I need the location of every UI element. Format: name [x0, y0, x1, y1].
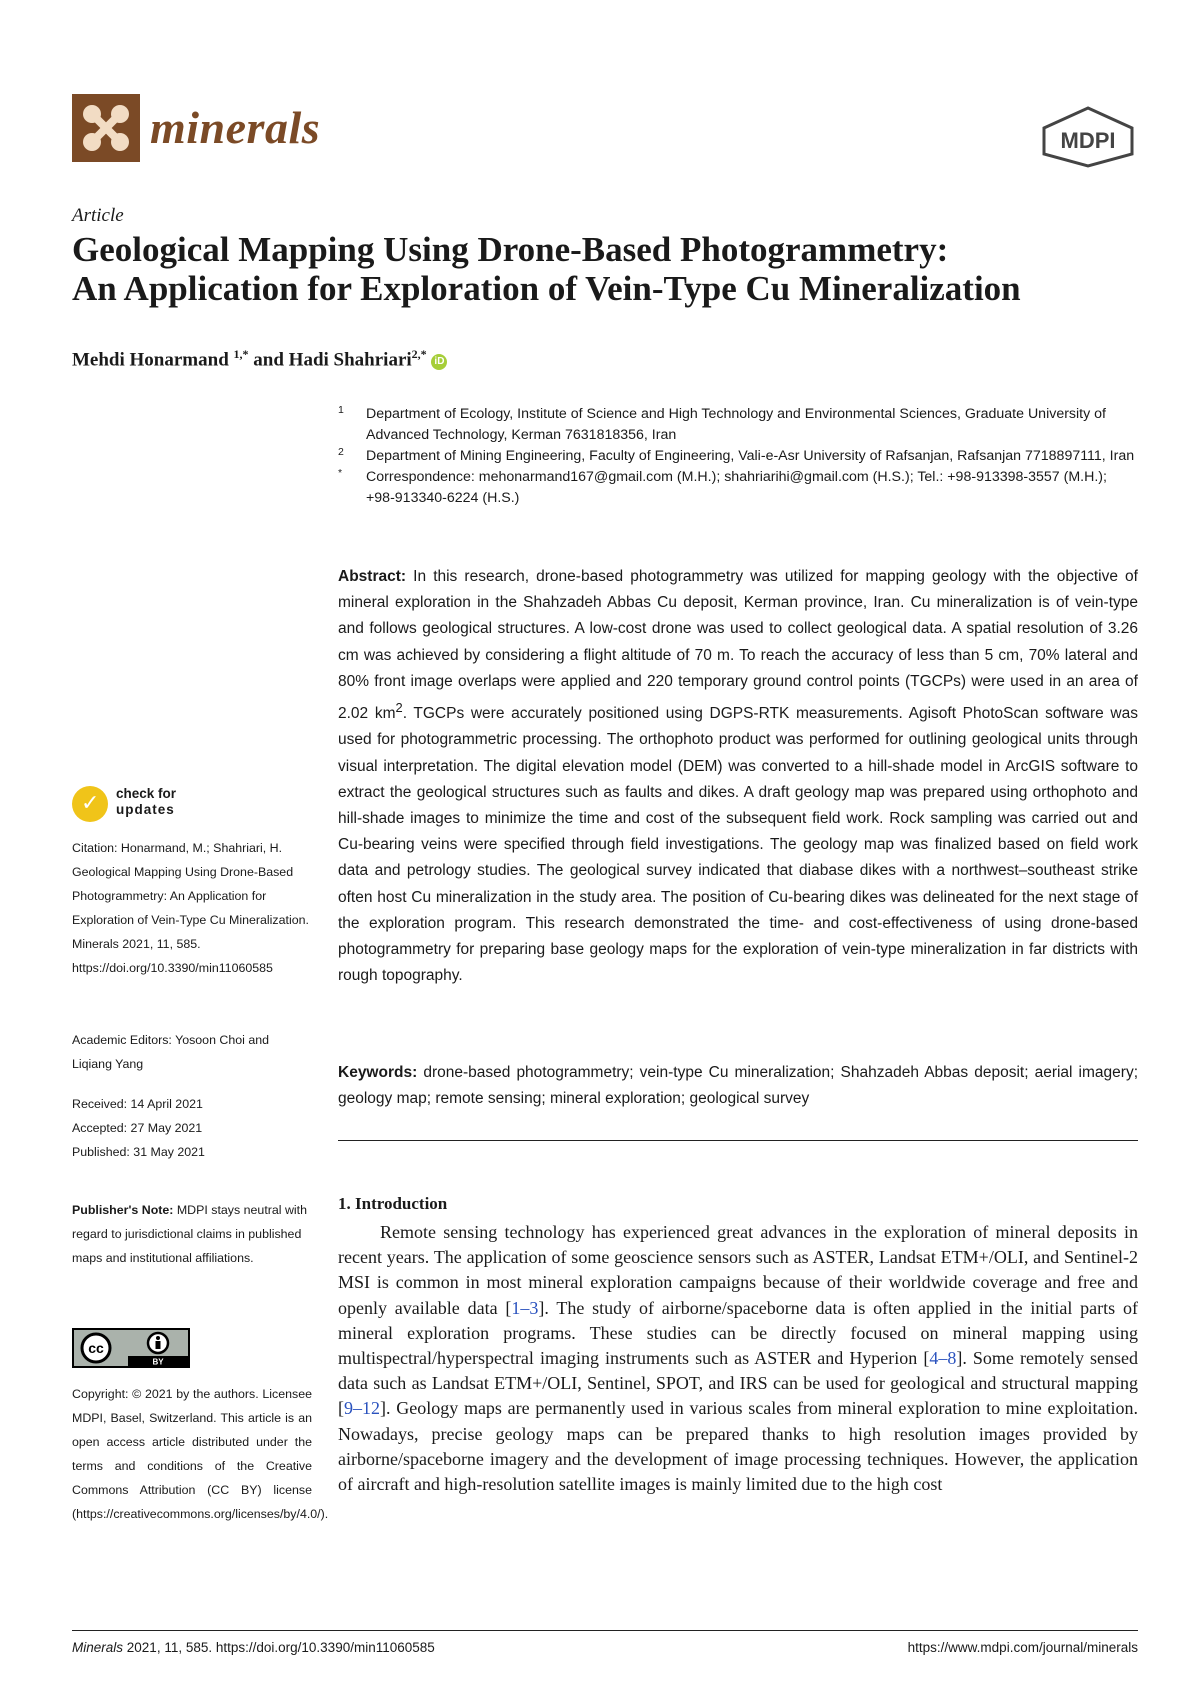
intro-text: ]. Some remotely sensed data such as Landsat ETM+/OLI, Sentinel, SPOT, and IRS can be used for geological and structural mapping [ — [338, 1348, 1138, 1419]
section-divider — [338, 1140, 1138, 1141]
abstract-label: Abstract: — [338, 568, 407, 585]
journal-logo-icon — [72, 94, 140, 162]
correspondence-item — [338, 467, 1138, 509]
affiliation-text: Department of Ecology, Institute of Science and High Technology and Environmental Sciences, Graduate University of Advanced Technology, Kerman 7631818356, Iran — [366, 406, 1106, 443]
check-updates-label: updates — [116, 802, 175, 817]
abstract-text-continued: . TGCPs were accurately positioned using DGPS-RTK measurements. Agisoft PhotoScan software was used for photogrammetric processing. The orthophoto product was performed for outlining geological units through visual interpretation. The digital elevation model (DEM) was converted to a hill-shade model in ArcGIS software to extract the geological structures such as faults and dikes. A draft geology map was prepared using orthophoto and hill-shade images to minimize the time and cost of the subsequent field work. Rock sampling was carried out and Cu-bearing veins were specified through field investigations. The geology map was finalized based on field work data and petrology studies. The geological survey indicated that diabase dikes with a northwest–southeast strike often host Cu mineralization in the study area. The position of Cu-bearing dikes was delineated for the next stage of the exploration program. This research demonstrated the time- and cost-effectiveness of using drone-based photogrammetry for preparing base geology maps for the exploration of vein-type mineralization in far districts with rough topography. — [338, 705, 1138, 985]
abstract — [338, 564, 1138, 989]
article-title — [72, 230, 1152, 308]
citation-block: Citation: Honarmand, M.; Shahriari, H. Geological Mapping Using Drone-Based Photogrammetry: An Application for Exploration of Vein-Type Cu Mineralization. Minerals 2021, 11, 585. https://doi.org/10.3390/min11060585 — [72, 841, 309, 975]
abstract-text: In this research, drone-based photogrammetry was utilized for mapping geology with the objective of mineral exploration in the Shahzadeh Abbas Cu deposit, Kerman province, Iran. Cu mineralization is of vein-type and follows geological structures. A low-cost drone was used to collect geological data. A spatial resolution of 3.26 cm was achieved by considering a flight altitude of 70 m. To reach the accuracy of less than 5 cm, 70% lateral and 80% front image overlaps were applied and 220 temporary ground control points (TGCPs) were used in an area of 2.02 km — [338, 568, 1138, 723]
intro-text: ]. Geology maps are permanently used in various scales from mineral exploration to mine exploitation. Nowadays, precise geology maps can be prepared thanks to high resolution images provided by airborne/spaceborne imagery and the development of image processing techniques. However, the application of aircraft and high-resolution satellite images is mainly limited due to the high cost — [338, 1398, 1138, 1495]
publisher-note — [72, 1198, 312, 1270]
reference-link[interactable]: 4–8 — [929, 1348, 957, 1369]
academic-editors: Academic Editors: Yosoon Choi and Liqiang Yang — [72, 1033, 269, 1071]
author-separator: and — [253, 349, 284, 371]
affiliation-mark: 1 — [338, 404, 344, 416]
section-heading: 1. Introduction — [338, 1194, 448, 1213]
accepted-date: Accepted: 27 May 2021 — [72, 1121, 203, 1135]
check-updates-icon: ✓ — [72, 786, 108, 822]
footer-divider — [72, 1630, 1138, 1631]
keywords — [338, 1060, 1138, 1112]
check-updates-label: check for — [116, 786, 177, 801]
reference-link[interactable]: 1–3 — [511, 1297, 539, 1318]
by-label: BY — [152, 1357, 164, 1366]
publisher-note-text: MDPI stays neutral with regard to jurisdictional claims in published maps and institutional affiliations. — [72, 1203, 308, 1265]
author-name[interactable]: Mehdi Honarmand — [72, 349, 229, 371]
abstract-superscript: 2 — [395, 700, 403, 716]
keywords-text: drone-based photogrammetry; vein-type Cu mineralization; Shahzadeh Abbas deposit; aerial imagery; geology map; remote sensing; mineral exploration; geological survey — [338, 1064, 1138, 1108]
title-line-1: Geological Mapping Using Drone-Based Photogrammetry: — [72, 230, 949, 269]
affiliation-item — [338, 404, 1138, 446]
affiliation-mark: 2 — [338, 446, 344, 458]
publisher-name: MDPI — [1060, 128, 1116, 153]
affiliation-item — [338, 446, 1138, 467]
journal-name: minerals — [150, 102, 321, 153]
affiliations — [338, 404, 1138, 509]
copyright-notice: Copyright: © 2021 by the authors. Licensee MDPI, Basel, Switzerland. This article is an open access article distributed under the terms and conditions of the Creative Commons Attribution (CC BY) license (https://creativecommons.org/licenses/by/4.0/). — [72, 1387, 329, 1521]
orcid-icon[interactable]: iD — [431, 354, 447, 370]
footer-citation-text[interactable]: 2021, 11, 585. https://doi.org/10.3390/min11060585 — [126, 1640, 435, 1655]
author-list — [72, 342, 447, 372]
affiliation-text: Department of Mining Engineering, Faculty of Engineering, Vali-e-Asr University of Rafsanjan, Rafsanjan 7718897111, Iran — [366, 448, 1135, 464]
article-type: Article — [72, 205, 124, 226]
check-for-updates-button[interactable] — [72, 786, 272, 826]
correspondence-text: Correspondence: mehonarmand167@gmail.com (M.H.); shahriarihi@gmail.com (H.S.); Tel.: +98-913398-3557 (M.H.); +98-913340-6224 (H.S.) — [366, 469, 1107, 506]
footer-citation — [72, 1638, 435, 1658]
author-affiliation-mark: 1,* — [233, 347, 249, 361]
intro-text: ]. The study of airborne/spaceborne data is often applied in the initial parts of mineral exploration programs. These studies can be directly focused on mineral mapping using multispectral/hyperspectral imaging instruments such as ASTER and Hyperion [ — [338, 1297, 1138, 1369]
publication-dates — [72, 1092, 312, 1164]
cc-label: cc — [88, 1340, 104, 1356]
footer-journal-url[interactable]: https://www.mdpi.com/journal/minerals — [907, 1640, 1138, 1655]
title-line-2: An Application for Exploration of Vein-Type Cu Mineralization — [72, 269, 1021, 308]
intro-text: Remote sensing technology has experienced great advances in the exploration of mineral deposits in recent years. The application of some geoscience sensors such as ASTER, Landsat ETM+/OLI, and Sentinel-2 MSI is common in most mineral exploration campaigns because of their worldwide coverage and free and openly available data [ — [338, 1222, 1138, 1318]
introduction-paragraph — [338, 1220, 1138, 1497]
footer-journal: Minerals — [72, 1640, 124, 1655]
author-name[interactable]: Hadi Shahriari — [288, 349, 412, 371]
reference-link[interactable]: 9–12 — [344, 1398, 380, 1419]
publisher-note-label: Publisher's Note: — [72, 1203, 174, 1217]
published-date: Published: 31 May 2021 — [72, 1145, 205, 1159]
cc-by-license-icon[interactable] — [72, 1328, 190, 1368]
received-date: Received: 14 April 2021 — [72, 1097, 203, 1111]
mdpi-logo-icon — [1040, 106, 1136, 168]
author-affiliation-mark: 2,* — [411, 347, 427, 361]
affiliation-mark: * — [338, 467, 343, 479]
keywords-label: Keywords: — [338, 1064, 418, 1081]
